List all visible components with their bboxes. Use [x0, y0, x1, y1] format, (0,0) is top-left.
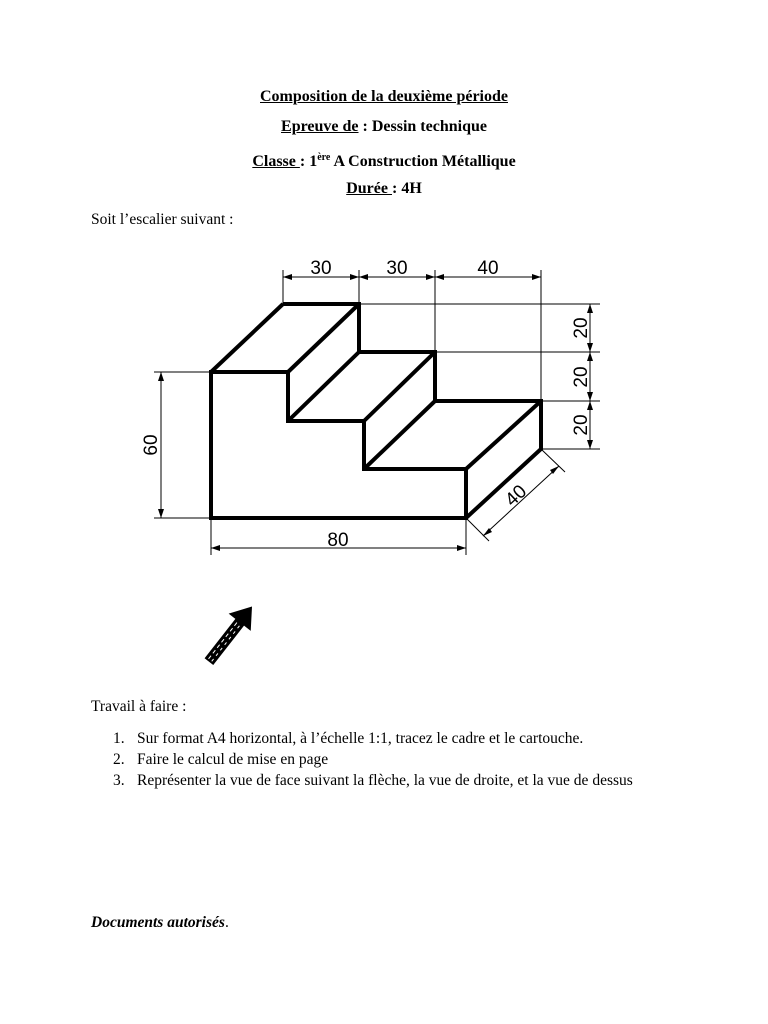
dim-bottom-width: 80: [327, 530, 349, 551]
documents-label: Documents autorisés: [91, 914, 225, 931]
dim-right-1: 20: [571, 317, 592, 339]
dim-left-height: 60: [141, 434, 162, 456]
duree-label: Durée: [346, 180, 392, 197]
intro-text: Soit l’escalier suivant :: [91, 211, 234, 228]
dim-top-1: 30: [310, 258, 332, 279]
dim-depth: 40: [501, 481, 532, 511]
title-text: Composition de la deuxième période: [260, 88, 508, 105]
task-text: Faire le calcul de mise en page: [137, 751, 329, 768]
staircase-outline: [211, 304, 541, 518]
documents-suffix: .: [224, 914, 229, 931]
task-list: [113, 728, 673, 791]
task-number: 2.: [113, 751, 125, 768]
task-text: Sur format A4 horizontal, à l’échelle 1:1, tracez le cadre et le cartouche.: [137, 730, 584, 747]
task-number: 1.: [113, 730, 125, 747]
work-heading: Travail à faire :: [91, 698, 187, 715]
task-item-1: [113, 728, 673, 749]
classe-superscript: ère: [317, 152, 331, 163]
dim-top-3: 40: [477, 258, 499, 279]
task-number: 3.: [113, 772, 125, 789]
dim-right-2: 20: [571, 366, 592, 388]
classe-label: Classe: [252, 153, 300, 170]
classe-value: A Construction Métallique: [330, 153, 516, 170]
view-direction-arrow-icon: [198, 598, 263, 670]
epreuve-value: : Dessin technique: [358, 118, 487, 135]
epreuve-label: Epreuve de: [281, 118, 359, 135]
duree-value: : 4H: [391, 180, 422, 197]
dim-top-2: 30: [386, 258, 408, 279]
task-item-2: [113, 749, 673, 770]
classe-colon: : 1: [299, 153, 318, 170]
dim-right-3: 20: [571, 414, 592, 436]
documents-note: [91, 914, 229, 932]
task-text: Représenter la vue de face suivant la flèche, la vue de droite, et la vue de dessus: [137, 772, 633, 789]
task-item-3: [113, 770, 673, 791]
dimension-lines: [154, 270, 600, 555]
